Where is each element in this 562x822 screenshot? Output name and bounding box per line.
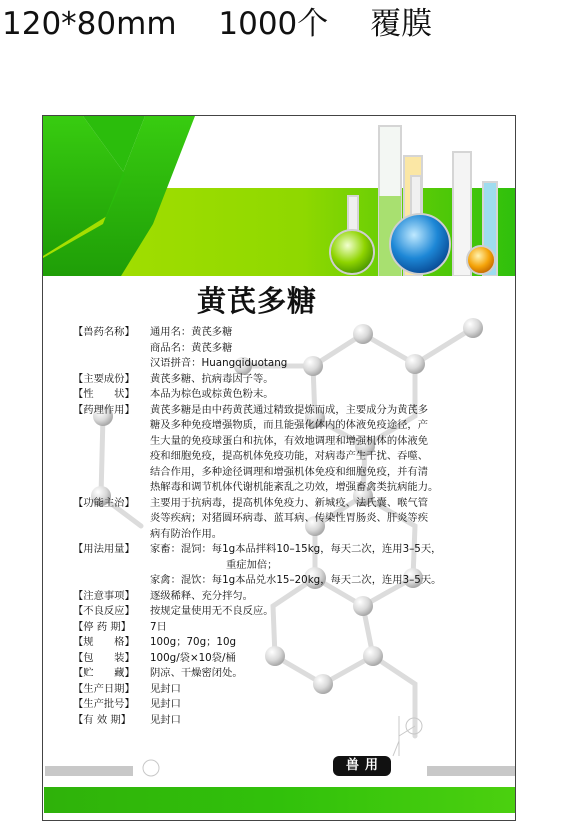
product-label bbox=[42, 115, 516, 821]
row-label: 【包 装】 bbox=[73, 651, 135, 664]
footer-green-bar bbox=[44, 787, 515, 813]
row-label: 【注意事项】 bbox=[73, 589, 135, 602]
row-batch-number bbox=[73, 697, 503, 713]
row-line: 结合作用，多种途径调理和增强机体免疫和细胞免疫，并有清 bbox=[150, 465, 429, 478]
row-line: 家畜：混饲：每1g本品拌料10–15kg，每天二次，连用3–5天， bbox=[150, 543, 442, 555]
product-title: 黄芪多糖 bbox=[197, 284, 318, 318]
row-drug-name bbox=[73, 325, 503, 372]
row-label: 【生产日期】 bbox=[73, 682, 135, 695]
row-storage bbox=[73, 666, 503, 682]
row-pharmacology bbox=[73, 403, 503, 496]
header-graphic bbox=[43, 116, 515, 276]
row-line: 100g/袋×10袋/桶 bbox=[150, 651, 236, 664]
vet-use-badge: 兽用 bbox=[333, 756, 391, 776]
row-line: 黄芪多糖、抗病毒因子等。 bbox=[150, 372, 274, 385]
row-line: 家禽：混饮：每1g本品兑水15–20kg，每天二次，连用3–5天。 bbox=[150, 574, 442, 586]
print-spec bbox=[2, 4, 562, 44]
row-line: 见封口 bbox=[150, 698, 181, 710]
row-label: 【性 状】 bbox=[73, 388, 135, 400]
row-line: 7日 bbox=[150, 620, 167, 633]
row-label: 【生产批号】 bbox=[73, 698, 135, 710]
row-line: 疫和细胞免疫，提高机体免疫功能，对病毒产生干扰、吞噬、 bbox=[150, 450, 429, 462]
row-label: 【用法用量】 bbox=[73, 543, 135, 555]
row-line: 逐级稀释、充分拌匀。 bbox=[150, 589, 253, 602]
row-production-date bbox=[73, 682, 503, 698]
row-line: 见封口 bbox=[150, 682, 181, 695]
row-label: 【停 药 期】 bbox=[73, 620, 132, 633]
row-line: 病有防治作用。 bbox=[150, 527, 223, 540]
spec-quantity: 1000个 bbox=[218, 6, 329, 42]
row-line: 汉语拼音：Huangqiduotang bbox=[150, 357, 288, 369]
row-indications bbox=[73, 496, 503, 543]
row-appearance bbox=[73, 387, 503, 403]
row-packaging bbox=[73, 651, 503, 667]
row-line: 商品名：黄芪多糖 bbox=[150, 341, 233, 354]
row-line: 按规定量使用无不良反应。 bbox=[150, 605, 274, 617]
row-line: 通用名：黄芪多糖 bbox=[150, 326, 233, 338]
row-line: 主要用于抗病毒，提高机体免疫力、新城疫、法氏囊、喉气管 bbox=[150, 496, 429, 509]
row-line: 100g；70g；10g bbox=[150, 636, 237, 648]
row-specification bbox=[73, 635, 503, 651]
info-rows bbox=[73, 325, 503, 728]
gray-stripe-right bbox=[427, 766, 515, 776]
row-adverse-reactions bbox=[73, 604, 503, 620]
row-line: 热解毒和调节机体代谢机能紊乱之功效，增强畜禽类抗病能力。 bbox=[150, 481, 439, 493]
gray-stripe-left bbox=[45, 766, 133, 776]
row-dosage bbox=[73, 542, 503, 589]
row-label: 【功能主治】 bbox=[73, 496, 135, 509]
row-label: 【药理作用】 bbox=[73, 403, 135, 416]
row-line: 见封口 bbox=[150, 713, 181, 726]
row-label: 【贮 藏】 bbox=[73, 667, 135, 679]
row-line: 本品为棕色或棕黄色粉末。 bbox=[150, 388, 274, 400]
row-label: 【规 格】 bbox=[73, 636, 135, 648]
row-line: 生大量的免疫球蛋白和抗体，有效地调理和增强机体的体液免 bbox=[150, 434, 429, 447]
row-label: 【兽药名称】 bbox=[73, 326, 135, 338]
row-label: 【有 效 期】 bbox=[73, 713, 132, 726]
row-line: 黄芪多糖是由中药黄芪通过精致提炼而成，主要成分为黄芪多 bbox=[150, 403, 429, 416]
spec-size: 120*80mm bbox=[2, 6, 177, 42]
row-withdrawal-period bbox=[73, 620, 503, 636]
row-line: 阴凉、干燥密闭处。 bbox=[150, 667, 243, 679]
row-precautions bbox=[73, 589, 503, 605]
row-ingredients bbox=[73, 372, 503, 388]
spec-finish: 覆膜 bbox=[370, 6, 433, 42]
row-expiry bbox=[73, 713, 503, 729]
row-line: 糖及多种免疫增强物质，而且能强化体内的体液免疫途径，产 bbox=[150, 419, 429, 431]
row-line: 炎等疾病；对猪圆环病毒、蓝耳病、传染性胃肠炎、肝炎等疾 bbox=[150, 512, 429, 524]
row-line: 重症加倍； bbox=[226, 558, 278, 571]
row-label: 【不良反应】 bbox=[73, 605, 135, 617]
row-label: 【主要成份】 bbox=[73, 372, 135, 385]
